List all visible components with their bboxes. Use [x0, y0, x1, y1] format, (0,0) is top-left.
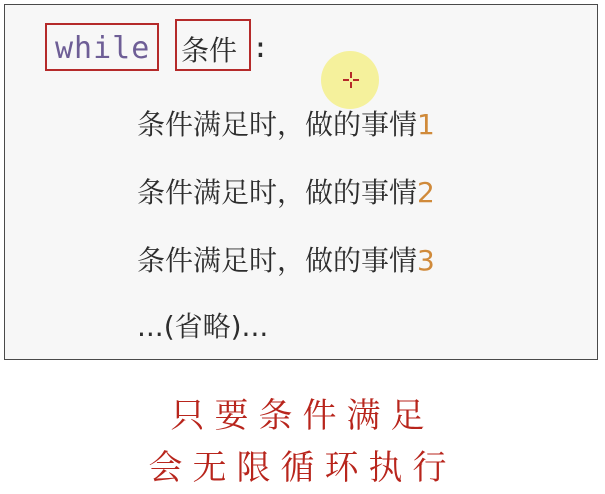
line-number: 1 [417, 108, 435, 141]
loop-body-text: 条件满足时，做的事情 [137, 108, 418, 141]
code-panel [4, 4, 598, 360]
loop-body-text: 条件满足时，做的事情 [137, 244, 418, 277]
caption-line-1: 只要条件满足 [170, 396, 435, 436]
condition-highlight-box [175, 19, 251, 71]
colon: : [252, 31, 269, 64]
crosshair-cursor-icon [341, 70, 361, 90]
loop-body-line [137, 103, 435, 143]
loop-body-text: 条件满足时，做的事情 [137, 176, 418, 209]
loop-body-line [137, 239, 435, 279]
line-number: 3 [417, 244, 435, 277]
condition-text: 条件 [181, 34, 238, 67]
loop-body-line [137, 171, 435, 211]
while-keyword: while [55, 31, 151, 66]
ellipsis-line: ...(省略)... [137, 310, 269, 343]
line-number: 2 [417, 176, 435, 209]
while-keyword-highlight-box [45, 23, 159, 71]
caption-line-2: 会无限循环执行 [148, 448, 457, 488]
